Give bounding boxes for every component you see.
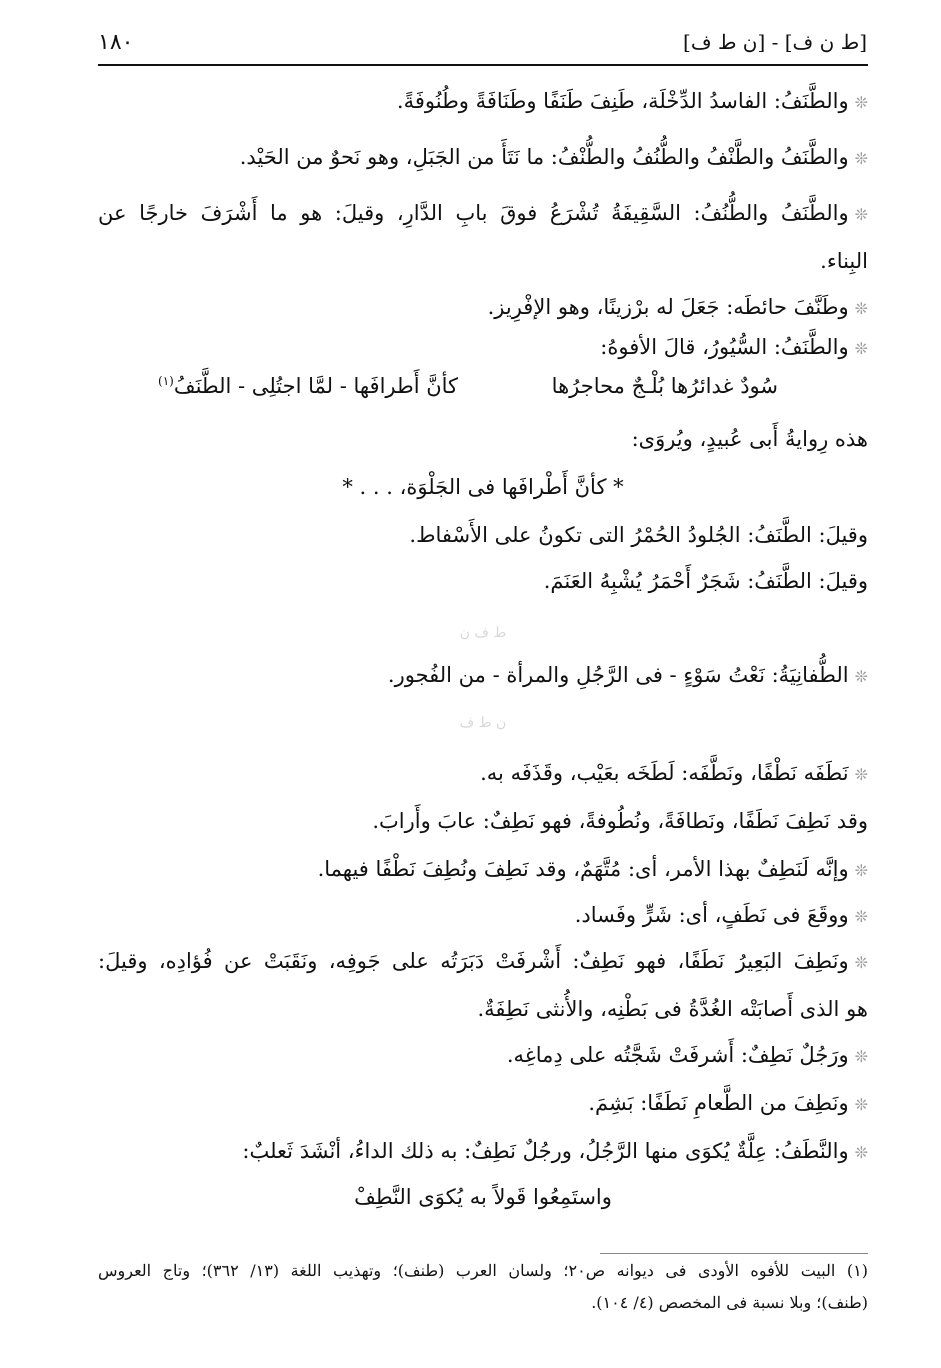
entry-line: وقيلَ: الطَّنَفُ: شَجَرٌ أَحْمَرُ يُشْبِهُ العَنَمَ. — [543, 569, 868, 593]
bullet-icon: ❊ — [854, 149, 868, 168]
page-number: ١٨٠ — [98, 30, 134, 55]
footnote-line: (١) البيت للأفوه الأودى فى ديوانه ص٢٠؛ ولسان العرب (طنف)؛ وتهذيب اللغة (١٣/ ٣٦٢)؛ وتاج العروس — [98, 1261, 868, 1280]
bullet-icon: ❊ — [854, 1095, 868, 1114]
entry-line: ❊وطَنَّفَ حائطَه: جَعَلَ له برْزينًا، وهو الإفْرِيز. — [487, 295, 868, 319]
bullet-icon: ❊ — [854, 953, 868, 972]
bullet-icon: ❊ — [854, 861, 868, 880]
footnote-rule — [600, 1253, 868, 1254]
quoted-hemistich: * كأنَّ أَطْرافَها فى الجَلْوَة، . . . * — [342, 475, 624, 499]
root-heading: ط ف ن — [459, 625, 507, 641]
entry-line: ❊ورَجُلٌ نَطِفٌ: أَشرفَتْ شَجَّتُه على دِماغِه. — [506, 1043, 868, 1067]
entry-line: ❊ووقَعَ فى نَطَفٍ، أى: شَرٍّ وفَساد. — [574, 903, 868, 927]
verse-hemistich: كأنَّ أَطرافَها - لمَّا اجتُلِى - الطَّنَفُ$^{(١)}$ — [158, 374, 459, 398]
bullet-icon: ❊ — [854, 907, 868, 926]
quoted-verse: واستَمِعُوا قَولاً به يُكوَى النَّطِفْ — [354, 1185, 612, 1209]
bullet-icon: ❊ — [854, 1143, 868, 1162]
entry-line: ❊والطَّنَفُ والطَّنْفُ والطُّنُفُ والطُّنْفُ: ما نَتَأَ من الجَبَلِ، وهو نَحوٌ من الحَيْد. — [239, 145, 868, 169]
entry-line: ❊والطَّنَفُ: السُّيُورُ، قالَ الأفوهُ: — [600, 335, 868, 359]
bullet-icon: ❊ — [854, 205, 868, 224]
poem-verse — [98, 374, 868, 408]
root-heading: ن ط ف — [459, 715, 507, 731]
bullet-icon: ❊ — [854, 667, 868, 686]
entry-line: ❊والطَّنَفُ: الفاسدُ الدِّخْلَة، طَنِفَ طَنَفًا وطَنَافَةً وطُنُوفَةً. — [396, 89, 868, 113]
header-rule — [98, 64, 868, 66]
bullet-icon: ❊ — [854, 1047, 868, 1066]
entry-line: وقد نَطِفَ نَطَفًا، ونَطافَةً، ونُطُوفةً، فهو نَطِفٌ: عابَ وأَرابَ. — [372, 809, 868, 833]
entry-line: ❊ونَطِفَ من الطَّعامِ نَطَفًا: بَشِمَ. — [588, 1091, 868, 1115]
entry-line: ❊والطَّنَفُ والطُّنُفُ: السَّقِيفَةُ تُشْرَعُ فوقَ بابِ الدَّارِ، وقيلَ: هو ما أَشْرَفَ خارجًا عن — [98, 201, 868, 225]
entry-line: ❊والنَّطَفُ: عِلَّةٌ يُكوَى منها الرَّجُلُ، ورجُلٌ نَطِفٌ: به ذلك الداءُ، أنْشَدَ ثَعلبٌ: — [242, 1139, 868, 1163]
entry-line: هو الذى أَصابَتْه الغُدَّةُ فى بَطْنِه، والأُنثى نَطِفَةٌ. — [477, 997, 868, 1021]
entry-line: ❊ونَطِفَ البَعِيرُ نَطَفًا، فهو نَطِفٌ: أَشْرفَتْ دَبَرَتُه على جَوفِه، ونَقَبَتْ عن فُؤادِه، وقيلَ: — [98, 949, 868, 973]
entry-line: ❊نَطَفَه نَطْفًا، ونَطَّفَه: لَطَخَه بعَيْب، وقَذَفَه به. — [480, 761, 868, 785]
footnote-line: (طنف)؛ وبلا نسبة فى المخصص (٤/ ١٠٤). — [591, 1293, 868, 1312]
entry-line: هذه رِوايةُ أَبى عُبيدٍ، ويُروَى: — [631, 427, 868, 451]
entry-line: وقيلَ: الطَّنَفُ: الجُلودُ الحُمْرُ التى تكونُ على الأَسْفاط. — [409, 523, 868, 547]
entry-line: البِناء. — [820, 249, 868, 273]
entry-line: ❊وإنَّه لَنَطِفٌ بهذا الأمر، أى: مُتَّهَمٌ، وقد نَطِفَ ونُطِفَ نَطْفًا فيهما. — [317, 857, 868, 881]
running-head: [ط ن ف] - [ن ط ف] — [683, 30, 867, 54]
bullet-icon: ❊ — [854, 299, 868, 318]
entry-line: ❊الطُّفانِيَةُ: نَعْتُ سَوْءٍ - فى الرَّجُلِ والمرأة - من الفُجور. — [387, 663, 868, 687]
verse-hemistich: سُودٌ غدائرُها بُلْـجٌ محاجرُها — [551, 374, 778, 398]
bullet-icon: ❊ — [854, 765, 868, 784]
bullet-icon: ❊ — [854, 339, 868, 358]
footnote-mark: (١) — [158, 374, 174, 388]
bullet-icon: ❊ — [854, 93, 868, 112]
